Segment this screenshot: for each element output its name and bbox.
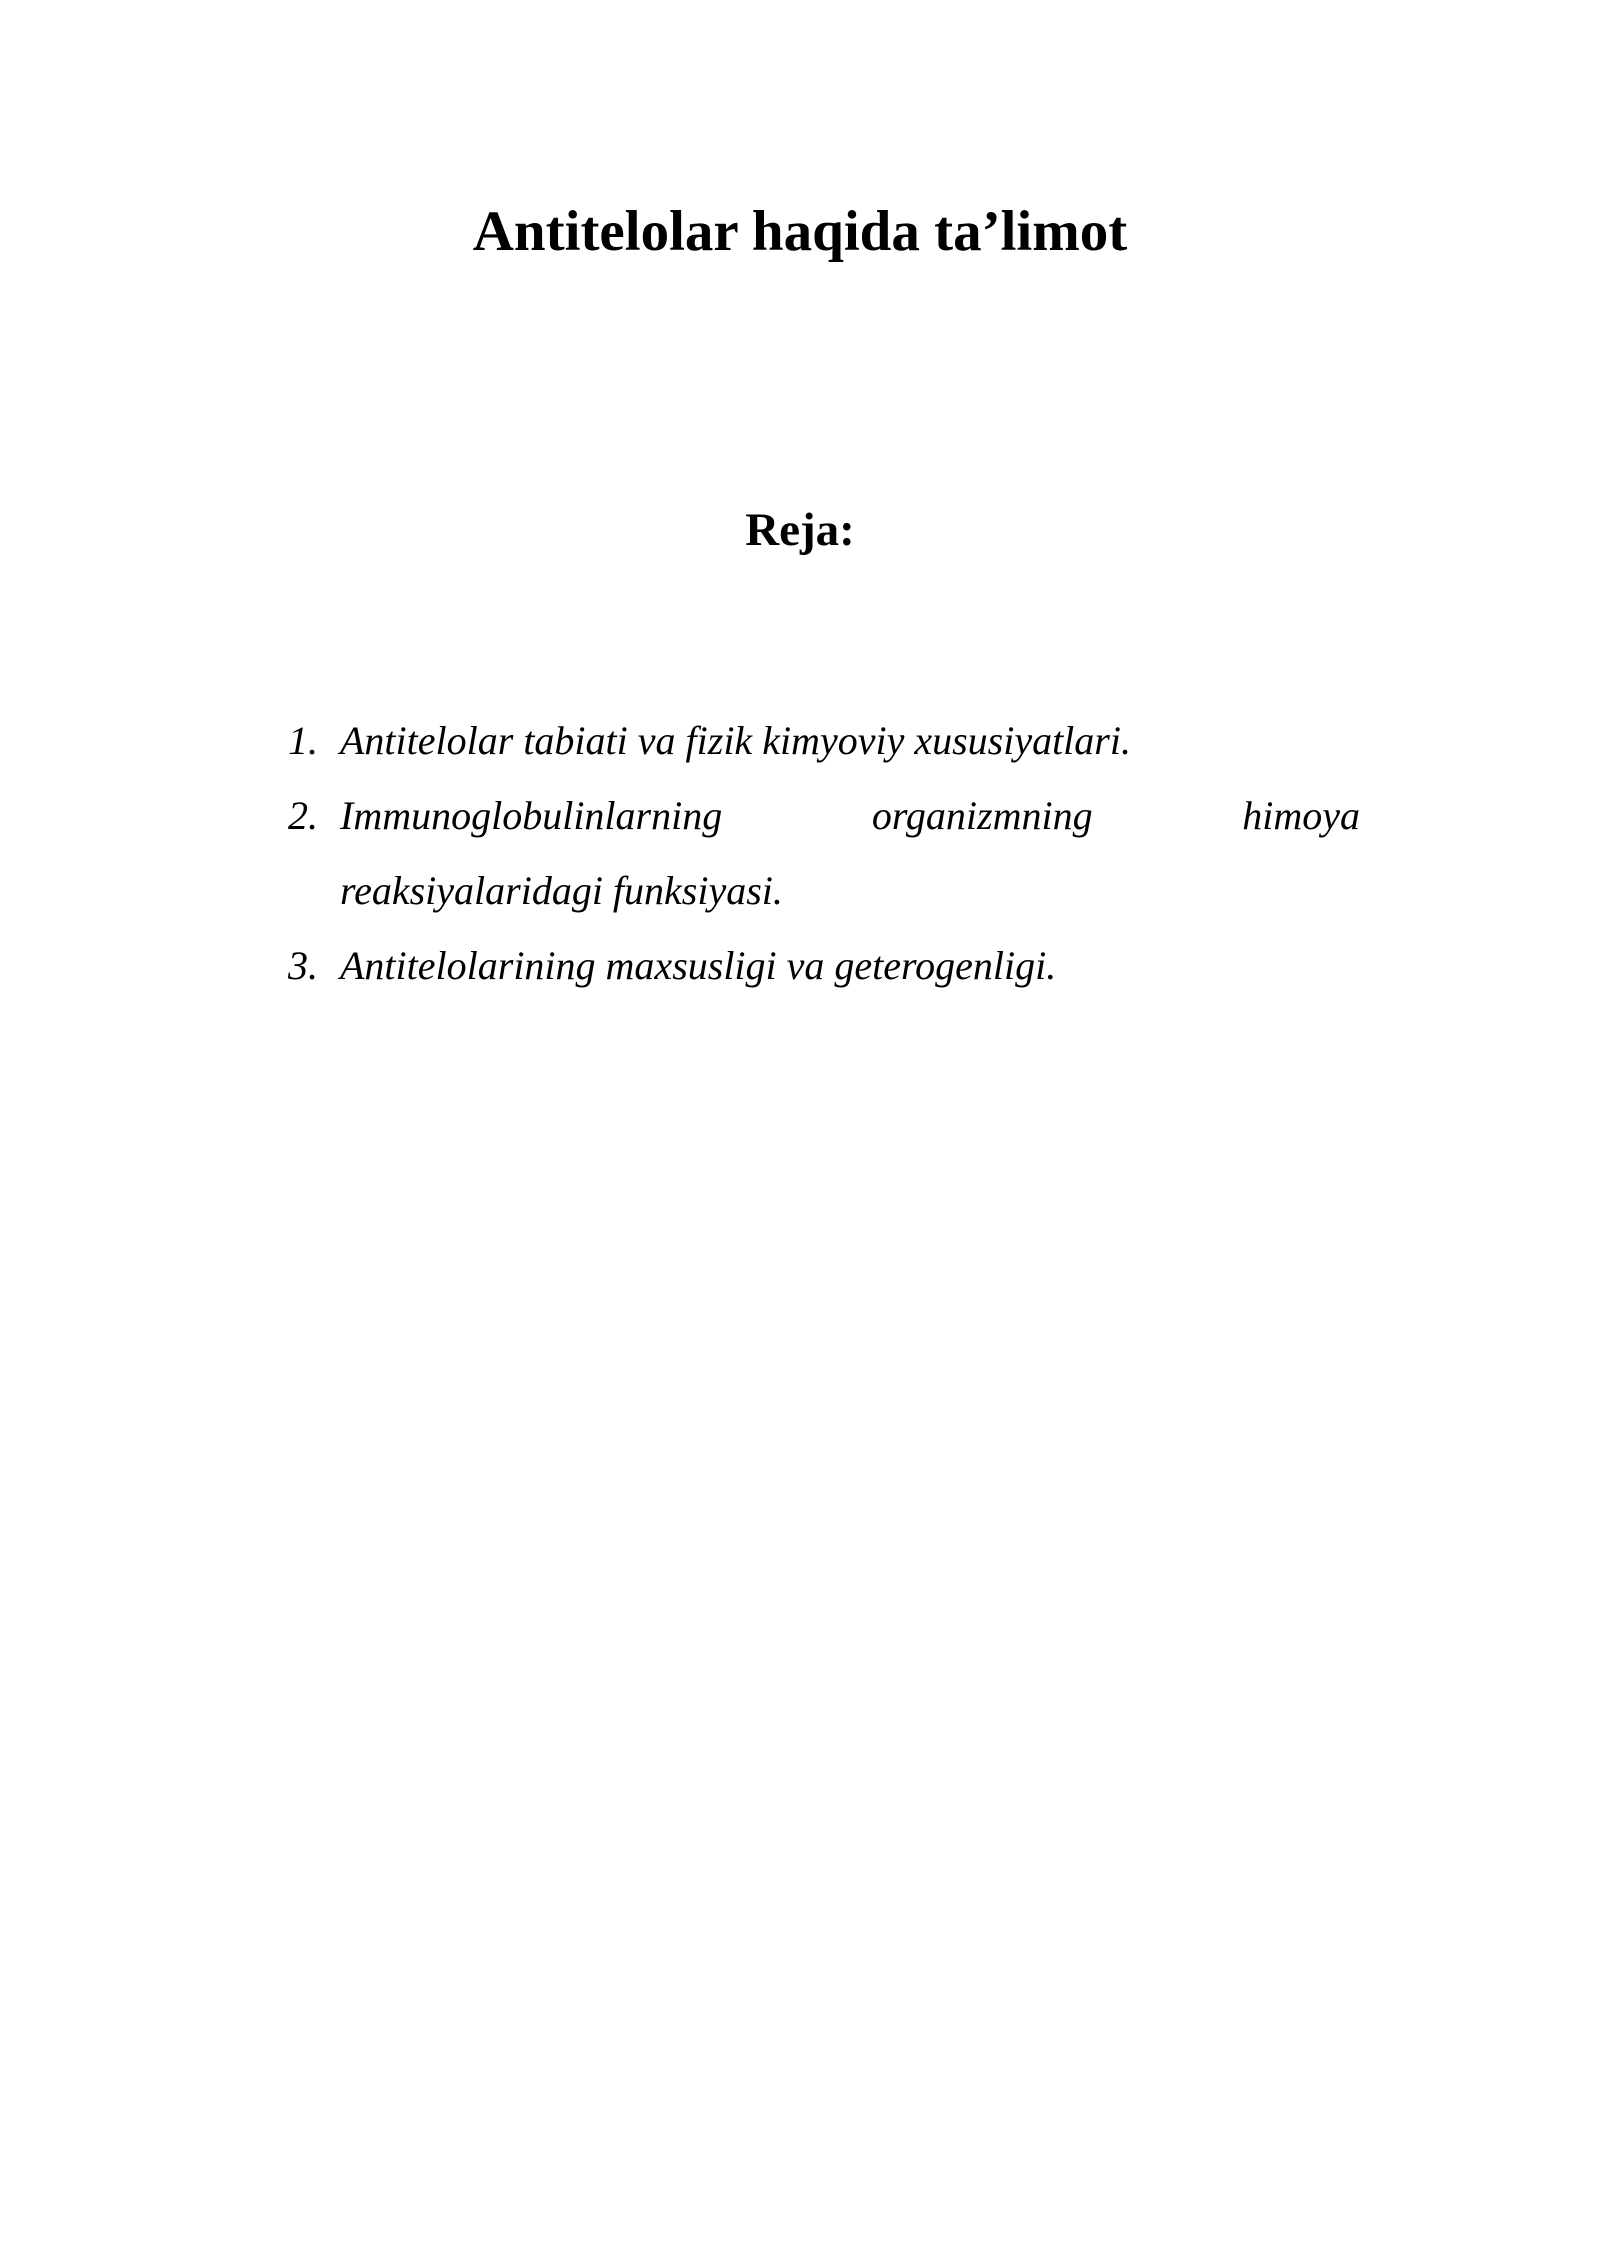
document-title: Antitelolar haqida ta’limot <box>472 200 1128 263</box>
plan-item-2 <box>288 778 1360 928</box>
plan-item-number: 2. <box>288 793 318 838</box>
plan-item-text: Antitelolarining maxsusligi va geterogenligi. <box>340 943 1057 988</box>
plan-item-number: 1. <box>288 718 318 763</box>
plan-item-text-line-1: Immunoglobulinlarning organizmning himoya <box>340 793 1360 838</box>
plan-item-number: 3. <box>288 943 318 988</box>
plan-list <box>288 703 1360 1003</box>
plan-heading: Reja: <box>745 504 855 556</box>
plan-item-text: Antitelolar tabiati va fizik kimyoviy xususiyatlari. <box>340 718 1131 763</box>
plan-item-1 <box>288 703 1360 778</box>
plan-item-text-line-2: reaksiyalaridagi funksiyasi. <box>340 868 783 913</box>
plan-item-3 <box>288 928 1360 1003</box>
